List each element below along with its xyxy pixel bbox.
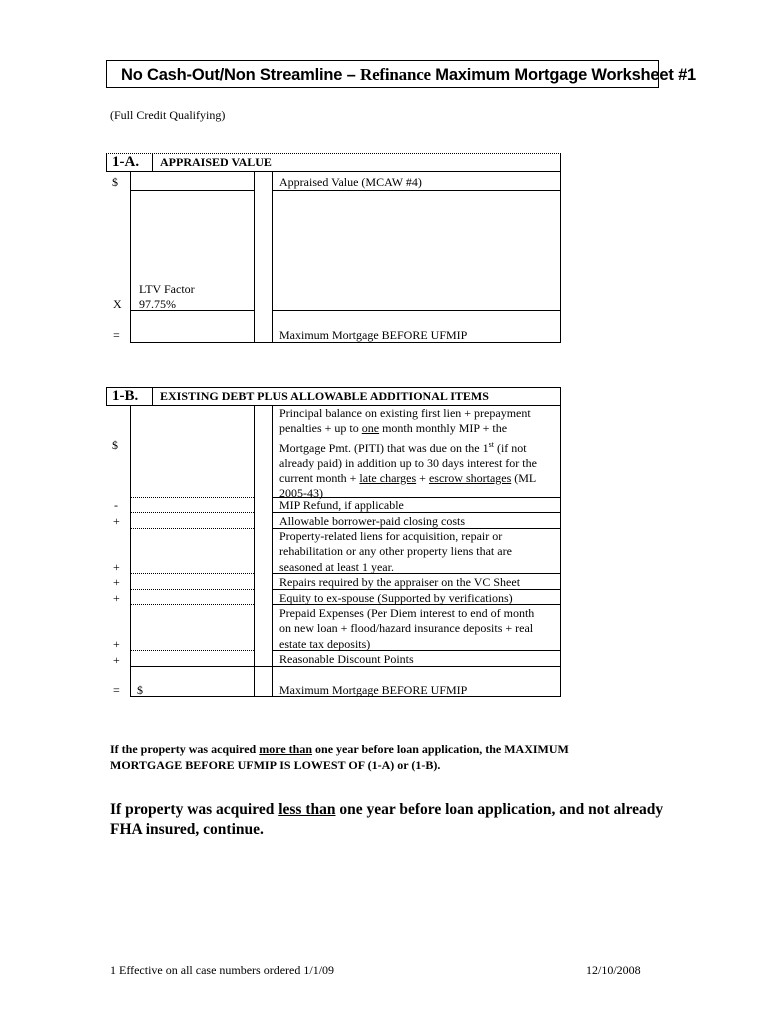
property-liens-description: Property-related liens for acquisition, repair or rehabilitation or any other property liens that are seasoned at least 1 year. — [279, 529, 512, 574]
title-box — [106, 60, 697, 88]
section-1b-id: 1-B. — [112, 388, 139, 404]
section-1a-header: APPRAISED VALUE — [160, 155, 272, 169]
note-less-than-one-year: If property was acquired less than one year before loan application, and not already FHA insured, continue. — [110, 801, 664, 838]
ltv-factor-label: LTV Factor — [139, 282, 195, 296]
op-symbol: = — [113, 328, 120, 342]
section-1a-id: 1-A. — [112, 154, 140, 170]
op-symbol: + — [113, 560, 120, 574]
op-symbol: + — [113, 591, 120, 605]
appraised-value-field[interactable] — [133, 174, 251, 188]
footer-note: 1 Effective on all case numbers ordered 1/1/09 — [110, 963, 335, 977]
max-mortgage-a-label: Maximum Mortgage BEFORE UFMIP — [279, 328, 468, 342]
appraised-value-label: Appraised Value (MCAW #4) — [279, 175, 422, 189]
op-symbol: + — [113, 637, 120, 651]
max-mortgage-b-label: Maximum Mortgage BEFORE UFMIP — [279, 683, 468, 697]
discount-points-field[interactable] — [133, 652, 251, 665]
ltv-factor-value: 97.75% — [139, 297, 176, 311]
op-symbol: X — [113, 297, 122, 311]
repairs-field[interactable] — [133, 575, 251, 588]
op-symbol: + — [113, 653, 120, 667]
op-symbol: - — [114, 498, 118, 512]
op-symbol: + — [113, 575, 120, 589]
existing-debt-description: Principal balance on existing first lien + prepayment penalties + up to one month monthly MIP + the Mortgage Pmt. (PITI) that was due on the 1st (if not already paid) in addition up to 30 days interest for the current month + late charges + escrow shortages (ML 2005-43) — [279, 406, 537, 501]
property-liens-field[interactable] — [133, 559, 251, 572]
mip-refund-field[interactable] — [133, 498, 251, 511]
closing-costs-field[interactable] — [133, 514, 251, 527]
subtitle: (Full Credit Qualifying) — [110, 108, 226, 122]
page-title: No Cash-Out/Non Streamline – Refinance Maximum Mortgage Worksheet #1 — [121, 65, 697, 84]
equity-ex-spouse-label: Equity to ex-spouse (Supported by verifications) — [279, 591, 513, 605]
mip-refund-label: MIP Refund, if applicable — [279, 498, 404, 512]
note-more-than-one-year: If the property was acquired more than one year before loan application, the MAXIMUM MORTGAGE BEFORE UFMIP IS LOWEST OF (1-A) or (1-B). — [110, 742, 569, 772]
section-1b-header: EXISTING DEBT PLUS ALLOWABLE ADDITIONAL ITEMS — [160, 389, 489, 403]
op-symbol: $ — [112, 438, 118, 452]
prepaid-expenses-field[interactable] — [133, 636, 251, 649]
existing-debt-field[interactable] — [133, 482, 251, 496]
discount-points-label: Reasonable Discount Points — [279, 652, 414, 666]
op-symbol: + — [113, 514, 120, 528]
closing-costs-label: Allowable borrower-paid closing costs — [279, 514, 466, 528]
prepaid-expenses-description: Prepaid Expenses (Per Diem interest to end of month on new loan + flood/hazard insurance deposits + real estate tax deposits) — [279, 606, 535, 651]
repairs-label: Repairs required by the appraiser on the VC Sheet — [279, 575, 521, 589]
op-symbol: $ — [112, 175, 118, 189]
equity-ex-spouse-field[interactable] — [133, 590, 251, 603]
max-mortgage-b-field[interactable] — [146, 681, 251, 695]
op-symbol: = — [113, 683, 120, 697]
max-mortgage-a-field[interactable] — [133, 326, 251, 340]
dollar-sign: $ — [137, 683, 143, 697]
footer-date: 12/10/2008 — [586, 963, 641, 977]
